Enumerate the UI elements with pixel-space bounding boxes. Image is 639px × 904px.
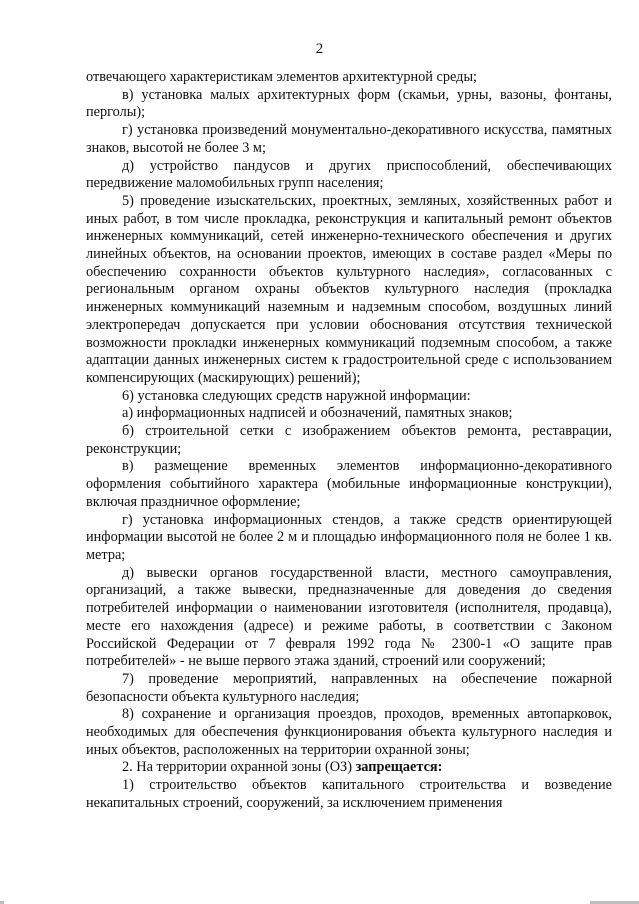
paragraph-prohibited-1: 1) строительство объектов капитального строительства и возведение некапитальных строений, сооружений, за исключением применения — [86, 777, 612, 811]
paragraph-item-8: 8) сохранение и организация проездов, проходов, временных автопарковок, необходимых для обеспечения функционирования объекта культурного наследия и иных объектов, расположенных на территории охранной зоны; — [86, 706, 612, 758]
paragraph-item-6g: г) установка информационных стендов, а также средств ориентирующей информации высотой не более 2 м и площадью информационного поля не более 1 кв. метра; — [86, 511, 612, 563]
paragraph-continuation: отвечающего характеристикам элементов архитектурной среды; — [86, 69, 478, 85]
section-2-lead: 2. На территории охранной зоны (ОЗ) — [122, 759, 356, 776]
paragraph-item-6v: в) размещение временных элементов информационно-декоративного оформления событийного характера (мобильные информационные конструкции), включая праздничное оформление; — [86, 458, 612, 510]
section-2-prohibited: запрещается: — [355, 759, 443, 776]
paragraph-item-d: д) устройство пандусов и других приспособлений, обеспечивающих передвижение маломобильных групп населения; — [86, 157, 612, 192]
paragraph-item-6a: а) информационных надписей и обозначений, памятных знаков; — [122, 405, 513, 422]
section-2-heading — [86, 759, 612, 777]
paragraph-item-6: 6) установка следующих средств наружной информации: — [122, 387, 471, 404]
paragraph-item-6d: д) вывески органов государственной власти, местного самоуправления, организаций, а также вывески, предназначенные для доведения до сведения потребителей информации о наименовании изготовителя (исполнителя, продавца), месте его нахождения (адресе) и режиме работы, в соответствии с Законом Российской Федерации от 7 февраля 1992 года № 2300-1 «О защите прав потребителей» - не выше первого этажа зданий, строений или сооружений; — [86, 564, 612, 670]
document-body — [86, 69, 612, 813]
paragraph-item-5: 5) проведение изыскательских, проектных, земляных, хозяйственных работ и иных работ, в том числе прокладка, реконструкция и капитальный ремонт объектов инженерных коммуникаций, сетей инженерно-технического обеспечения и других линейных объектов, на основании проектов, имеющих в составе раздел «Меры по обеспечению сохранности объектов культурного наследия», согласованных с региональным органом охраны объектов культурного наследия (прокладка инженерных коммуникаций наземным и надземным способом, воздушных линий электропередач допускается при условии обоснования отсутствия технической возможности прокладки инженерных коммуникаций подземным способом, а также адаптации данных инженерных систем к градостроительной среде с использованием компенсирующих (маскирующих) решений); — [86, 192, 612, 386]
paragraph-item-6b: б) строительной сетки с изображением объектов ремонта, реставрации, реконструкции; — [86, 423, 612, 457]
page-number: 2 — [315, 41, 324, 57]
paragraph-item-g: г) установка произведений монументально-декоративного искусства, памятных знаков, высотой не более 3 м; — [86, 122, 612, 156]
paragraph-item-7: 7) проведение мероприятий, направленных на обеспечение пожарной безопасности объекта культурного наследия; — [86, 670, 612, 705]
paragraph-item-v: в) установка малых архитектурных форм (скамьи, урны, вазоны, фонтаны, перголы); — [86, 86, 612, 121]
